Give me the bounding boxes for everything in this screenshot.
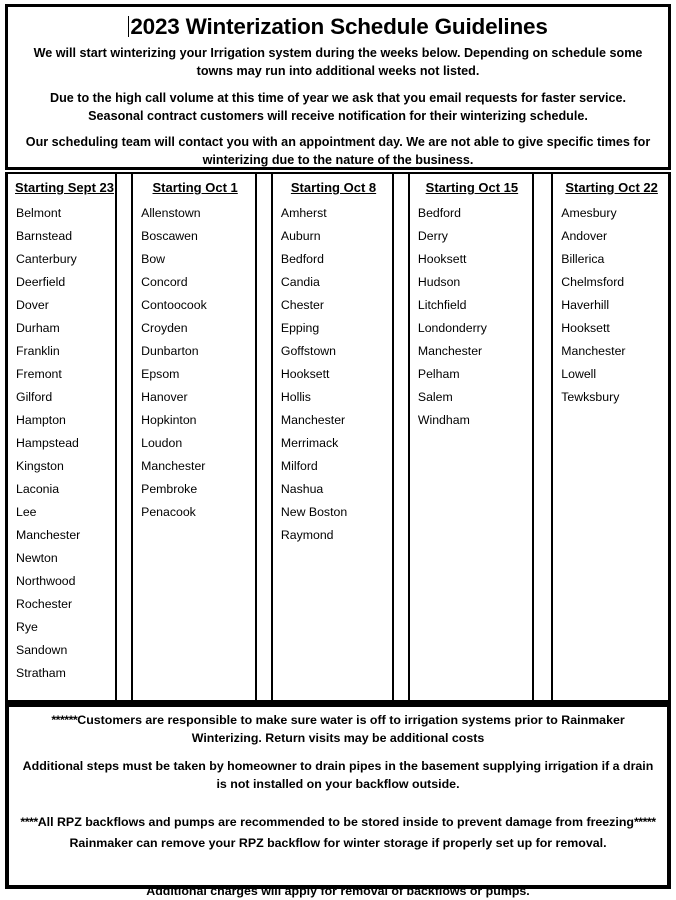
town-name: Pembroke [141, 482, 198, 497]
footer-notes-panel [5, 703, 671, 898]
town-name: Lee [16, 505, 37, 520]
town-name: Canterbury [16, 252, 77, 267]
town-name: Andover [561, 229, 608, 244]
town-list [560, 202, 668, 409]
column-spacer-2 [257, 174, 273, 700]
town-name: Goffstown [280, 344, 337, 359]
town-name: Dunbarton [141, 344, 199, 359]
town-name: Kingston [16, 459, 64, 474]
schedule-column-oct-8 [273, 174, 394, 700]
town-list [280, 202, 392, 547]
footer-note-3 [19, 814, 657, 832]
town-name: Merrimack [280, 436, 339, 451]
town-name: Derry [417, 229, 448, 244]
town-name: Bedford [280, 252, 324, 267]
column-header: Starting Sept 23 [15, 180, 114, 195]
town-name: Rye [16, 620, 38, 635]
town-name: New Boston [280, 505, 348, 520]
town-name: Laconia [16, 482, 60, 497]
town-name: Franklin [16, 344, 60, 359]
footer-note-3-text: All RPZ backflows and pumps are recommended to be stored inside to prevent damage from freezing [37, 815, 634, 830]
town-name: Belmont [16, 206, 62, 221]
schedule-columns-panel [5, 172, 671, 703]
town-name: Contoocook [141, 298, 207, 313]
town-name: Boscawen [141, 229, 198, 244]
town-name: Northwood [16, 574, 76, 589]
town-name: Dover [16, 298, 49, 313]
town-name: Hollis [280, 390, 311, 405]
town-name: Manchester [280, 413, 346, 428]
town-name: Litchfield [417, 298, 467, 313]
town-name: Croyden [141, 321, 188, 336]
town-name: Rochester [16, 597, 73, 612]
town-name: Tewksbury [561, 390, 620, 405]
town-name: Candia [280, 275, 320, 290]
column-header: Starting Oct 1 [152, 180, 238, 195]
town-name: Penacook [141, 505, 196, 520]
footer-note-1-text: Customers are responsible to make sure water is off to irrigation systems prior to Rainmaker Winterizing. Return visits may be additional costs [77, 713, 625, 745]
footer-note-5: Additional charges will apply for removal of backflows or pumps. [146, 883, 530, 898]
town-name: Pelham [417, 367, 460, 382]
town-name: Bedford [417, 206, 461, 221]
town-name: Windham [417, 413, 470, 428]
town-name: Epping [280, 321, 320, 336]
asterisk-marker-lead: **** [20, 815, 38, 830]
column-header: Starting Oct 15 [425, 180, 519, 195]
town-name: Manchester [417, 344, 483, 359]
town-name: Allenstown [141, 206, 201, 221]
town-name: Hudson [417, 275, 461, 290]
town-name: Amherst [280, 206, 327, 221]
town-list [15, 202, 115, 685]
town-name: Londonderry [417, 321, 487, 336]
town-name: Auburn [280, 229, 321, 244]
town-name: Raymond [280, 528, 334, 543]
town-name: Lowell [561, 367, 597, 382]
column-spacer-1 [117, 174, 134, 700]
town-name: Manchester [561, 344, 626, 359]
schedule-column-sept-23 [8, 174, 117, 700]
page-title [20, 14, 656, 40]
town-name: Epsom [141, 367, 180, 382]
town-name: Salem [417, 390, 453, 405]
town-name: Hooksett [561, 321, 610, 336]
town-name: Hampstead [16, 436, 79, 451]
town-name: Barnstead [16, 229, 73, 244]
schedule-column-oct-1 [133, 174, 257, 700]
town-name: Billerica [561, 252, 605, 267]
intro-paragraph-2: Due to the high call volume at this time of year we ask that you email requests for faster service. Seasonal contract customers will receive notification for their winterizing schedule. [50, 90, 626, 123]
town-name: Newton [16, 551, 58, 566]
asterisk-marker-trail: ***** [633, 815, 656, 830]
schedule-column-oct-15 [410, 174, 534, 700]
town-name: Chelmsford [561, 275, 625, 290]
town-name: Chester [280, 298, 324, 313]
town-name: Concord [141, 275, 188, 290]
town-name: Amesbury [561, 206, 617, 221]
town-name: Hampton [16, 413, 66, 428]
schedule-column-oct-22 [553, 174, 668, 700]
town-name: Nashua [280, 482, 324, 497]
town-name: Manchester [16, 528, 81, 543]
town-name: Haverhill [561, 298, 610, 313]
town-name: Gilford [16, 390, 53, 405]
asterisk-marker: ****** [51, 713, 78, 727]
intro-paragraph-1: We will start winterizing your Irrigation system during the weeks below. Depending on schedule some towns may run into additional weeks not listed. [33, 45, 643, 78]
town-name: Loudon [141, 436, 183, 451]
town-name: Bow [141, 252, 166, 267]
column-header: Starting Oct 22 [565, 180, 658, 195]
column-header: Starting Oct 8 [290, 180, 377, 195]
column-spacer-3 [394, 174, 410, 700]
town-name: Manchester [141, 459, 206, 474]
footer-note-2: Additional steps must be taken by homeowner to drain pipes in the basement supplying irrigation if a drain is not installed on your backflow outside. [22, 759, 654, 791]
town-name: Sandown [16, 643, 68, 658]
column-spacer-4 [534, 174, 553, 700]
town-name: Milford [280, 459, 318, 474]
town-name: Durham [16, 321, 60, 336]
town-list [417, 202, 532, 432]
town-name: Hanover [141, 390, 188, 405]
town-list [140, 202, 255, 524]
header-panel [5, 4, 671, 170]
intro-paragraph-3: Our scheduling team will contact you with an appointment day. We are not able to give specific times for winterizing due to the nature of the business. [25, 135, 651, 168]
footer-note-4: Rainmaker can remove your RPZ backflow for winter storage if properly set up for removal. [69, 836, 607, 851]
town-name: Hooksett [417, 252, 467, 267]
town-name: Stratham [16, 666, 66, 681]
town-name: Fremont [16, 367, 62, 382]
footer-note-1 [19, 712, 657, 747]
page-title-text: 2023 Winterization Schedule Guidelines [130, 14, 548, 39]
town-name: Deerfield [16, 275, 66, 290]
town-name: Hopkinton [141, 413, 197, 428]
town-name: Hooksett [280, 367, 330, 382]
